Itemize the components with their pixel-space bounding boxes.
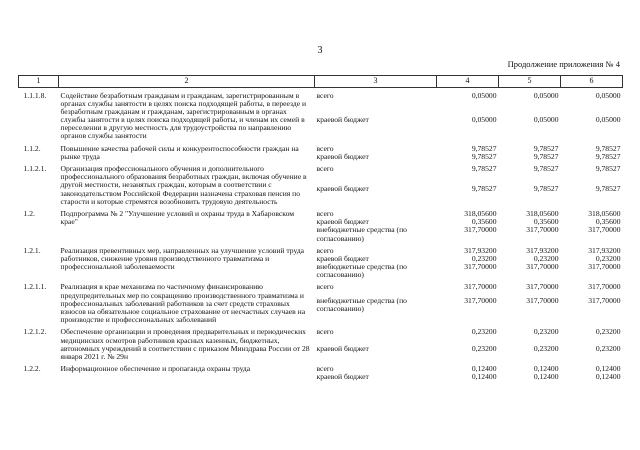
value-col5: 9,78527 xyxy=(533,151,559,161)
value-col6: 0,23200 xyxy=(595,327,621,337)
column-header: 2 xyxy=(59,76,315,88)
value-col6: 317,70000 xyxy=(588,225,621,235)
value-col4: 9,78527 xyxy=(471,184,497,194)
table-row xyxy=(19,328,623,344)
row-name: Обеспечение организации и проведения предварительных и периодических медицинских осмотров работников красных казенных, бюджетных, автономных учреждений в соответствии с приказом Минздрава России от 28 января 2021 г. № 29н xyxy=(60,327,310,361)
funding-source: краевой бюджет xyxy=(316,217,369,227)
appendix-title: Продолжение приложения № 4 xyxy=(507,59,620,69)
value-col6: 317,93200 xyxy=(588,245,621,255)
value-col4: 0,05000 xyxy=(471,115,497,125)
value-col4: 0,23200 xyxy=(471,343,497,353)
row-name: Повышение качества рабочей силы и конкурентоспособности граждан на рынке труда xyxy=(60,143,299,161)
row-code: 1.2. xyxy=(23,208,35,218)
value-col6: 317,70000 xyxy=(588,296,621,306)
column-header: 5 xyxy=(499,76,561,88)
value-col6: 9,78527 xyxy=(595,151,621,161)
row-code: 1.1.2. xyxy=(23,143,41,153)
funding-source: внебюджетные средства (по согласованию) xyxy=(316,296,407,314)
table-row xyxy=(19,92,623,117)
value-col6: 0,12400 xyxy=(595,372,621,382)
funding-source: всего xyxy=(316,364,334,374)
value-col4: 0,35600 xyxy=(471,217,497,227)
value-col4: 317,70000 xyxy=(464,262,497,272)
table-row xyxy=(19,165,623,185)
column-header: 1 xyxy=(19,76,59,88)
value-col6: 9,78527 xyxy=(595,164,621,173)
row-code: 1.1.1.8. xyxy=(23,90,47,100)
value-col5: 317,70000 xyxy=(526,296,559,306)
budget-table xyxy=(18,75,623,382)
value-col6: 0,35600 xyxy=(595,217,621,227)
funding-source: внебюджетные средства (по согласованию) xyxy=(316,262,407,280)
row-code: 1.1.2.1. xyxy=(23,164,47,173)
value-col6: 9,78527 xyxy=(595,143,621,153)
column-header: 4 xyxy=(437,76,499,88)
value-col6: 0,23200 xyxy=(595,253,621,263)
table-body xyxy=(19,88,623,382)
row-name: Реализация в крае механизма по частичному финансированию предупредительных мер по сокращению производственного травматизма и профессиональных заболеваний работников за счет средств страховых взносов на обязательное социальное страхование от несчастных случаев на производстве и профессиональных заболеваний xyxy=(60,282,306,325)
value-col4: 9,78527 xyxy=(471,143,497,153)
value-col4: 317,70000 xyxy=(464,282,497,292)
value-col5: 9,78527 xyxy=(533,164,559,173)
value-col4: 9,78527 xyxy=(471,151,497,161)
value-col4: 0,12400 xyxy=(471,364,497,374)
funding-source: краевой бюджет xyxy=(316,343,369,353)
value-col5: 317,70000 xyxy=(526,225,559,235)
row-code: 1.2.1. xyxy=(23,245,41,255)
column-header: 3 xyxy=(315,76,437,88)
funding-source: краевой бюджет xyxy=(316,151,369,161)
funding-source: всего xyxy=(316,327,334,337)
row-code: 1.2.2. xyxy=(23,364,41,374)
funding-source: всего xyxy=(316,245,334,255)
value-col5: 0,35600 xyxy=(533,217,559,227)
value-col5: 0,05000 xyxy=(533,90,559,100)
value-col5: 317,93200 xyxy=(526,245,559,255)
value-col5: 0,12400 xyxy=(533,364,559,374)
value-col6: 318,05600 xyxy=(588,208,621,218)
page-number: 3 xyxy=(317,45,323,56)
row-name: Реализация превентивных мер, направленных на улучшение условий труда работников, снижение уровня производственного травматизма и профессиональной заболеваемости xyxy=(60,245,305,272)
value-col4: 9,78527 xyxy=(471,164,497,173)
value-col4: 0,23200 xyxy=(471,253,497,263)
value-col5: 9,78527 xyxy=(533,143,559,153)
table-header-row xyxy=(19,76,623,88)
value-col6: 0,23200 xyxy=(595,343,621,353)
value-col5: 0,23200 xyxy=(533,327,559,337)
value-col5: 317,70000 xyxy=(526,282,559,292)
funding-source: краевой бюджет xyxy=(316,372,369,382)
funding-source: всего xyxy=(316,164,334,173)
funding-source: краевой бюджет xyxy=(316,184,369,194)
value-col5: 0,23200 xyxy=(533,253,559,263)
row-code: 1.2.1.2. xyxy=(23,327,47,337)
value-col5: 0,23200 xyxy=(533,343,559,353)
row-code: 1.2.1.1. xyxy=(23,282,47,292)
funding-source: всего xyxy=(316,208,334,218)
value-col6: 317,70000 xyxy=(588,262,621,272)
value-col6: 317,70000 xyxy=(588,282,621,292)
row-name: Содействие безработным гражданам и гражданам, зарегистрированным в органах службы занятости в целях поиска подходящей работы, в переезде и безработным гражданам и гражданам, зарегистрированным в органах службы занятости в целях поиска подходящей работы, и членам их семей в переселении в другую местность для трудоустройства по направлению органов службы занятости xyxy=(60,90,307,141)
funding-source: краевой бюджет xyxy=(316,253,369,263)
value-col5: 0,05000 xyxy=(533,115,559,125)
value-col4: 0,12400 xyxy=(471,372,497,382)
value-col6: 0,05000 xyxy=(595,90,621,100)
value-col5: 9,78527 xyxy=(533,184,559,194)
value-col5: 0,12400 xyxy=(533,372,559,382)
value-col6: 0,05000 xyxy=(595,115,621,125)
funding-source: всего xyxy=(316,90,334,100)
column-header: 6 xyxy=(561,76,623,88)
funding-source: всего xyxy=(316,143,334,153)
value-col5: 318,05600 xyxy=(526,208,559,218)
value-col4: 317,70000 xyxy=(464,296,497,306)
value-col4: 317,93200 xyxy=(464,245,497,255)
value-col4: 318,05600 xyxy=(464,208,497,218)
row-name: Организация профессионального обучения и дополнительного профессионального образования безработных граждан, включая обучение в другой местности, незанятых граждан, которым в соответствии с законодательством Российской Федерации назначена страховая пенсия по старости и которые стремятся возобновить трудовую деятельность xyxy=(60,164,307,206)
row-name: Подпрограмма № 2 "Улучшение условий и охраны труда в Хабаровском крае" xyxy=(60,208,295,227)
table-row xyxy=(19,283,623,297)
value-col4: 317,70000 xyxy=(464,225,497,235)
value-col4: 0,05000 xyxy=(471,90,497,100)
value-col6: 9,78527 xyxy=(595,184,621,194)
funding-source: краевой бюджет xyxy=(316,115,369,125)
value-col4: 0,23200 xyxy=(471,327,497,337)
funding-source: всего xyxy=(316,282,334,292)
value-col5: 317,70000 xyxy=(526,262,559,272)
funding-source: внебюджетные средства (по согласованию) xyxy=(316,225,407,243)
row-name: Информационное обеспечение и пропаганда охраны труда xyxy=(60,364,251,374)
value-col6: 0,12400 xyxy=(595,364,621,374)
